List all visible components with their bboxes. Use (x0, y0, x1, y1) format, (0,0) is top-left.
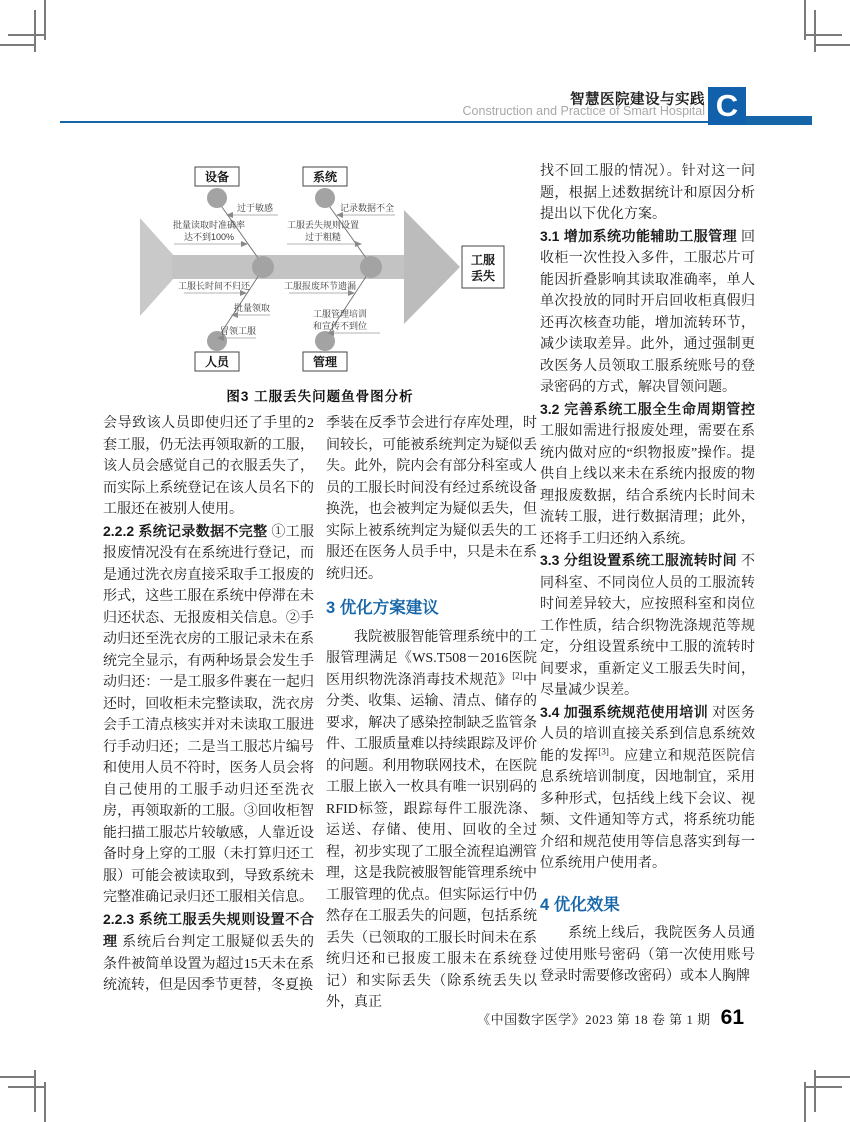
effect-box (462, 246, 504, 288)
paragraph (103, 413, 314, 521)
paragraph (540, 550, 755, 702)
body-text: 我院被服智能管理系统中的工服管理满足《WS.T508－2016医院医用织物洗涤消毒技术规范》 (326, 629, 537, 688)
section-heading-3: 3 优化方案建议 (326, 599, 439, 617)
subsection-heading-3-1: 3.1 增加系统功能辅助工服管理 (540, 227, 738, 244)
body-text: 回收柜一次性投入多件，工服芯片可能因折叠影响其读取准确率，单人单次投放的同时开启回收柜真假归还再次核查功能，增加流转环节，减少读取差异。此外，通过强制更改医务人员领取工服系统账号的登录密码的方式，解决冒领问题。 (540, 229, 756, 395)
body-text: 。应建立和规范医院信息系统培训制度，因地制宜，采用多种形式，包括线上线下会议、视频、文件通知等方式，将系统功能介绍和规范使用等信息落实到每一位系统用户使用者。 (540, 748, 756, 871)
cause-rule-2: 过于粗糙 (304, 232, 342, 242)
subsection-heading-2-2-2: 2.2.2 系统记录数据不完整 (103, 522, 268, 539)
paragraph (540, 702, 755, 875)
category-equipment: 设备 (204, 170, 230, 184)
body-text: 工服如需进行报废处理，需要在系统内做对应的“织物报废”操作。提供自上线以来未在系统内报废的物理报废数据，结合系统内长时间未流转工服，进行数据清理；此外，还将手工归还纳入系统。 (540, 424, 755, 547)
paragraph (540, 161, 755, 226)
body-text: 中分类、收集、运输、清点、储存的要求，解决了感染控制缺乏监管条件、工服质量难以持续跟踪及评价的问题。利用物联网技术，在医院工服上嵌入一枚具有唯一识别码的RFID标签，跟踪每件工服洗涤、运送、存储、使用、回收的全过程，初步实现了工服全流程追溯管理，这是我院被服智能管理系统中工服管理的优点。但实际运行中仍然存在工服丢失的问题，包括系统丢失（已领取的工服长时间未在系统归还和已报废工服未在系统登记）和实际丢失（除系统丢失以外，真正 (326, 672, 538, 1010)
body-text: 系统上线后，我院医务人员通过使用账号密码（第一次使用账号登录时需要修改密码）或本人胸牌 (540, 926, 755, 984)
body-text: ①工服报废情况没有在系统进行登记，而是通过洗衣房直接采取手工报废的形式，这些工服在系统中停滞在未归还状态、无报废相关信息。②手动归还至洗衣房的工服记录未在系统完全显示，有两种场景会发生手动归还：一是工服多件裹在一起归还时，回收柜未完整读取，洗衣房会手工清点核实并对未读取工服进行手动归还；二是当工服芯片编号和使用人员不符时，医务人员会将自己使用的工服手动归还至洗衣房，再领取新的工服。③回收柜智能扫描工服芯片较敏感，人靠近设备时身上穿的工服（未打算归还工服）可能会被读取到，导致系统未完整准确记录归还工服相关信息。 (103, 524, 314, 905)
left-region (103, 160, 537, 1014)
cause-batch-get: 批量领取 (233, 303, 271, 313)
body-text: 季装在反季节会进行存库处理，时间较长，可能被系统判定为疑似丢失。此外，院内会有部分科室或人员的工服长时间没有经过系统设备换洗，也会被判定为疑似丢失，但实际上被系统判定为疑似丢失的工服还在医务人员手中，只是未在系统归还。 (326, 416, 537, 582)
column-logo: C (708, 87, 746, 125)
figure-caption: 图3 工服丢失问题鱼骨图分析 (226, 389, 414, 404)
journal-info: 《中国数字医学》2023 第 18 卷 第 1 期 (477, 1012, 711, 1027)
paragraph (103, 521, 314, 909)
page-footer (477, 1006, 744, 1030)
paragraph (540, 399, 755, 551)
text-column-2 (326, 413, 537, 1014)
cause-scrap: 工服报废环节遗漏 (283, 281, 357, 291)
paragraph (540, 226, 755, 399)
subsection-heading-3-3: 3.3 分组设置系统工服流转时间 (540, 552, 738, 568)
fishbone-figure (125, 160, 507, 383)
subsection-heading-3-2: 3.2 完善系统工服全生命周期管控 (540, 400, 755, 417)
paragraph (326, 627, 537, 1014)
body-text: 系统后台判定工服疑似丢失的条件被简单设置为超过15天未在系统流转，但是因季节更替，冬夏换 (103, 935, 315, 993)
cause-record: 记录数据不全 (339, 203, 395, 213)
category-personnel: 人员 (204, 355, 230, 369)
category-management: 管理 (312, 355, 338, 369)
subsection-heading-3-4: 3.4 加强系统规范使用培训 (540, 703, 709, 720)
category-system: 系统 (312, 170, 338, 184)
paragraph (540, 923, 755, 988)
reference-superscript: [2] (512, 669, 523, 680)
cause-batch-read-2: 达不到100% (183, 232, 235, 242)
cause-training-2: 和宣传不到位 (312, 321, 368, 331)
paragraph (103, 909, 314, 997)
body-text: 不同科室、不同岗位人员的工服流转时间差异较大，应按照科室和岗位工作性质，结合织物洗涤规范等规定，分组设置系统中工服的流转时间要求，重新定义工服丢失时间，尽量减少误差。 (540, 554, 756, 698)
effect-line2: 丢失 (470, 269, 496, 283)
subsection-heading-2-2-3: 2.2.3 系统工服丢失规则设置不合理 (103, 910, 314, 949)
effect-line1: 工服 (470, 253, 496, 267)
column-title-cn: 智慧医院建设与实践 (570, 92, 705, 108)
body-text: 会导致该人员即使归还了手里的2套工服，仍无法再领取新的工服，该人员会感觉自己的衣服丢失了，而实际上系统登记在该人员名下的工服还在被别人使用。 (103, 416, 314, 517)
fishbone-diagram (125, 160, 507, 378)
cause-rule-1: 工服丢失规则设置 (286, 220, 360, 230)
text-column-3 (540, 161, 755, 988)
text-column-1 (103, 413, 314, 1014)
header-rule (60, 121, 708, 123)
cause-batch-read-1: 批量读取时准确率 (172, 220, 246, 230)
cause-no-return: 工服长时间不归还 (177, 281, 251, 291)
body-text: 找不回工服的情况）。针对这一问题，根据上述数据统计和原因分析提出以下优化方案。 (540, 164, 755, 222)
paragraph (326, 413, 537, 585)
body-text: 对医务人员的培训直接关系到信息系统效能的发挥 (540, 705, 756, 764)
page-number: 61 (720, 1006, 744, 1029)
cause-sensitive: 过于敏感 (236, 203, 274, 213)
cause-training-1: 工服管理培训 (312, 309, 368, 319)
header-bar (746, 116, 812, 125)
reference-superscript: [3] (598, 745, 609, 756)
section-heading-4: 4 优化效果 (540, 895, 620, 914)
cause-impersonate: 冒领工服 (219, 326, 257, 336)
column-title-en: Construction and Practice of Smart Hospital (462, 104, 705, 118)
